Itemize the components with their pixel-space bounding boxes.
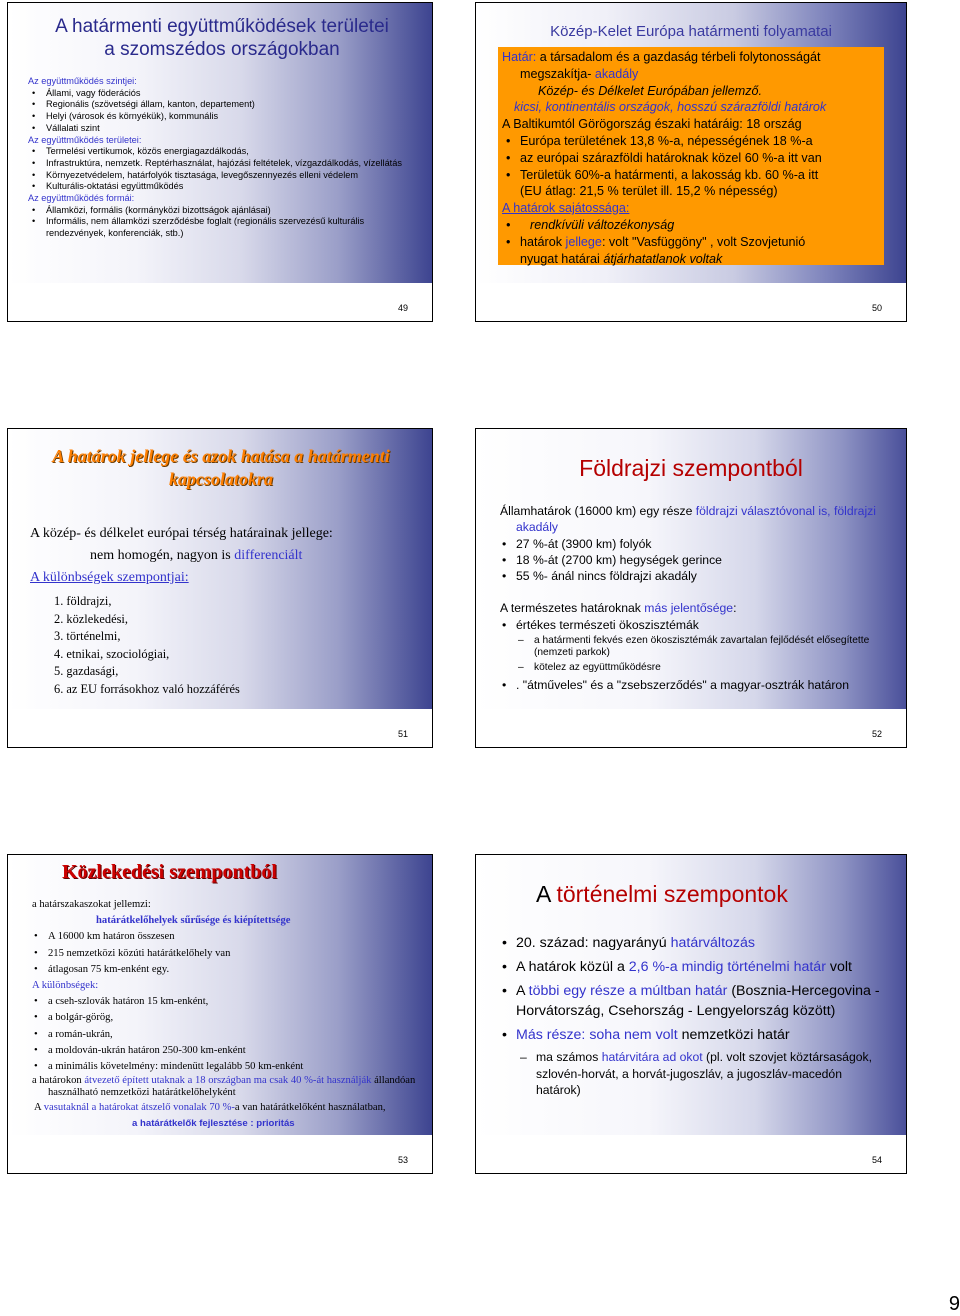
slide-number: 53 (397, 1155, 408, 1165)
slide-54 (475, 854, 907, 1174)
sub-item: – kötelez az együttműködésre (534, 662, 892, 674)
slide-number: 52 (871, 729, 882, 739)
slide-number: 51 (397, 729, 408, 739)
aspect-item: 6. az EU forrásokhoz való hozzáférés (54, 681, 240, 696)
aspect-item: 3. történelmi, (54, 629, 121, 643)
area-item: • Környezetvédelem, határfolyók tisztasága, levegőszennyezés elleni védelem (46, 170, 425, 182)
slide-49 (7, 2, 433, 322)
geo-item: • 27 %-át (3900 km) folyók (516, 536, 892, 552)
transport-item: • a román-ukrán, (48, 1027, 427, 1043)
area-item: • Kulturális-oktatási együttműködés (46, 181, 425, 193)
transport-item: • a minimális követelmény: mindenütt legalább 50 km-enként (48, 1059, 427, 1075)
fact-item: • Európa területének 13,8 %-a, népességének 18 %-a (520, 133, 880, 150)
aspect-item: 4. etnikai, szociológiai, (54, 646, 170, 661)
fact-item: • határok jellege: volt "Vasfüggöny" , volt Szovjetunió nyugat határai átjárhatatlanok voltak (520, 234, 880, 268)
specifics-heading: A határok sajátossága: (502, 201, 630, 216)
orange-text-box (498, 47, 884, 265)
transport-intro: a határszakaszokat jellemzi: (32, 899, 151, 910)
slide-49-title: A határmenti együttműködések területei a szomszédos országokban (55, 16, 389, 60)
transport-item: • a cseh-szlovák határon 15 km-enként, (48, 994, 427, 1010)
differences-heading: A különbségek: (32, 980, 99, 992)
border-character-line: A közép- és délkelet európai térség határainak jellege: (30, 526, 333, 541)
slide-52-background (476, 429, 906, 709)
railways-paragraph: A vasutaknál a határokat átszelő vonalak 70 %-a van határátkelőként használatban, (34, 1102, 386, 1114)
border-definition: Határ: a társadalom és a gazdaság térbeli folytonosságát megszakítja- akadály (502, 50, 821, 81)
dispute-item: – ma számos határvitára ad okot (pl. volt szovjet köztársaságok, szlovén-horvát, a horvát-jugoszláv, a jugoszláv-macedón határok) (536, 1049, 888, 1099)
slide-52 (475, 428, 907, 748)
level-item: • Állami, vagy föderációs (46, 88, 425, 100)
slide-53-title: Közlekedési szempontból (62, 861, 277, 883)
form-item: • Informális, nem államközi szerződésbe foglalt (regionális szervezésű kulturális rendezvények, konferenciák, stb.) (46, 216, 425, 239)
slide-50-background (476, 3, 906, 283)
slide-51-background (8, 429, 432, 709)
slide-51 (7, 428, 433, 748)
history-item: • A határok közül a 2,6 %-a mindig történelmi határ volt (516, 957, 888, 977)
aspect-item: 2. közlekedési, (54, 611, 128, 626)
history-item: • A többi egy része a múltban határ (Bosznia-Hercegovina - Horvátország, Csehország - Lengyelország között) (516, 981, 888, 1021)
differentiated-line: nem homogén, nagyon is differenciált (90, 548, 303, 563)
slide-49-body (30, 76, 425, 240)
fact-item: • Területük 60%-a határmenti, a lakosság kb. 60 %-a itt (520, 167, 880, 184)
transport-item: • a moldován-ukrán határon 250-300 km-enként (48, 1043, 427, 1059)
page-number: 9 (948, 1293, 960, 1315)
sub-item: – a határmenti fekvés ezen ökoszisztémák zavartalan fejlődését elősegítette (nemzeti parkok) (534, 635, 892, 660)
state-borders-line: Államhatárok (16000 km) egy része földrajzi választóvonal is, földrajzi akadály (500, 504, 876, 535)
roads-paragraph: a határokon átvezető épített utaknak a 18 országban ma csak 40 %-át használják állandóan használható nemzetközi határátkelőhelyként (32, 1075, 416, 1099)
priority-line: a határátkelők fejlesztése : prioritás (132, 1118, 295, 1130)
aspect-item: 1. földrajzi, (54, 594, 112, 608)
geo-item: • 55 %- ánál nincs földrajzi akadály (516, 568, 892, 584)
forms-heading: Az együttműködés formái: (28, 193, 135, 204)
countries-note: kicsi, kontinentális országok, hosszú szárazföldi határok (514, 100, 827, 115)
fact-item: • rendkívüli változékonyság (520, 217, 880, 234)
fact-item: • az európai szárazföldi határoknak közel 60 %-a itt van (520, 150, 880, 167)
slide-number: 50 (871, 303, 882, 313)
geo-item: • értékes természeti ökoszisztémák (516, 617, 892, 633)
aspect-item: 5. gazdasági, (54, 664, 119, 678)
slide-53-body (32, 897, 427, 1132)
area-item: • Infrastruktúra, nemzetk. Reptérhasználat, hajózási feltételek, vízgazdálkodás, vízellátás (46, 158, 425, 170)
geo-item: • 18 %-át (2700 km) hegységek gerince (516, 552, 892, 568)
areas-heading: Az együttműködés területei: (28, 134, 142, 145)
eu-average: (EU átlag: 21,5 % terület ill. 15,2 % népesség) (520, 184, 778, 199)
slide-54-body (516, 933, 888, 1099)
transport-item: • átlagosan 75 km-enként egy. (48, 962, 427, 978)
baltic-note: A Baltikumtól Görögország északi határáig: 18 ország (502, 117, 802, 132)
aspects-heading: A különbségek szempontjai: (30, 570, 189, 585)
area-item: • Termelési vertikumok, közös energiagazdálkodás, (46, 146, 425, 158)
slide-52-title: Földrajzi szempontból (579, 455, 803, 481)
levels-heading: Az együttműködés szintjei: (28, 76, 137, 86)
slide-51-body (30, 523, 425, 698)
slide-54-title: A történelmi szempontok (536, 881, 788, 907)
geo-item: • . "átműveles" és a "zsebszerződés" a magyar-osztrák határon (516, 677, 892, 693)
level-item: • Helyi (városok és környékük), kommunális (46, 111, 425, 123)
slide-53-background (8, 855, 432, 1135)
slide-number: 49 (397, 303, 408, 313)
form-item: • Államközi, formális (kormányközi bizottságok ajánlásai) (46, 205, 425, 217)
slide-52-body (500, 503, 892, 694)
transport-item: • A 16000 km határon összesen (48, 929, 427, 945)
region-note: Közép- és Délkelet Európában jellemző. (538, 83, 763, 98)
natural-borders-line: A természetes határoknak más jelentősége: (500, 601, 737, 616)
slide-49-background (8, 3, 432, 283)
slide-number: 54 (871, 1155, 882, 1165)
history-item: • Más része: soha nem volt nemzetközi határ (516, 1025, 888, 1045)
slide-51-title: A határok jellege és azok hatása a határmenti kapcsolatokra (52, 446, 390, 489)
transport-item: • 215 nemzetközi közúti határátkelőhely van (48, 946, 427, 962)
level-item: • Regionális (szövetségi állam, kanton, departement) (46, 99, 425, 111)
slide-50 (475, 2, 907, 322)
slide-54-background (476, 855, 906, 1135)
level-item: • Vállalati szint (46, 123, 425, 135)
transport-item: • a bolgár-görög, (48, 1010, 427, 1026)
slide-53 (7, 854, 433, 1174)
crossing-density: határátkelőhelyek sűrűsége és kiépítettsége (96, 915, 291, 927)
slide-50-title: Közép-Kelet Európa határmenti folyamatai (550, 23, 832, 40)
history-item: • 20. század: nagyarányú határváltozás (516, 933, 888, 953)
